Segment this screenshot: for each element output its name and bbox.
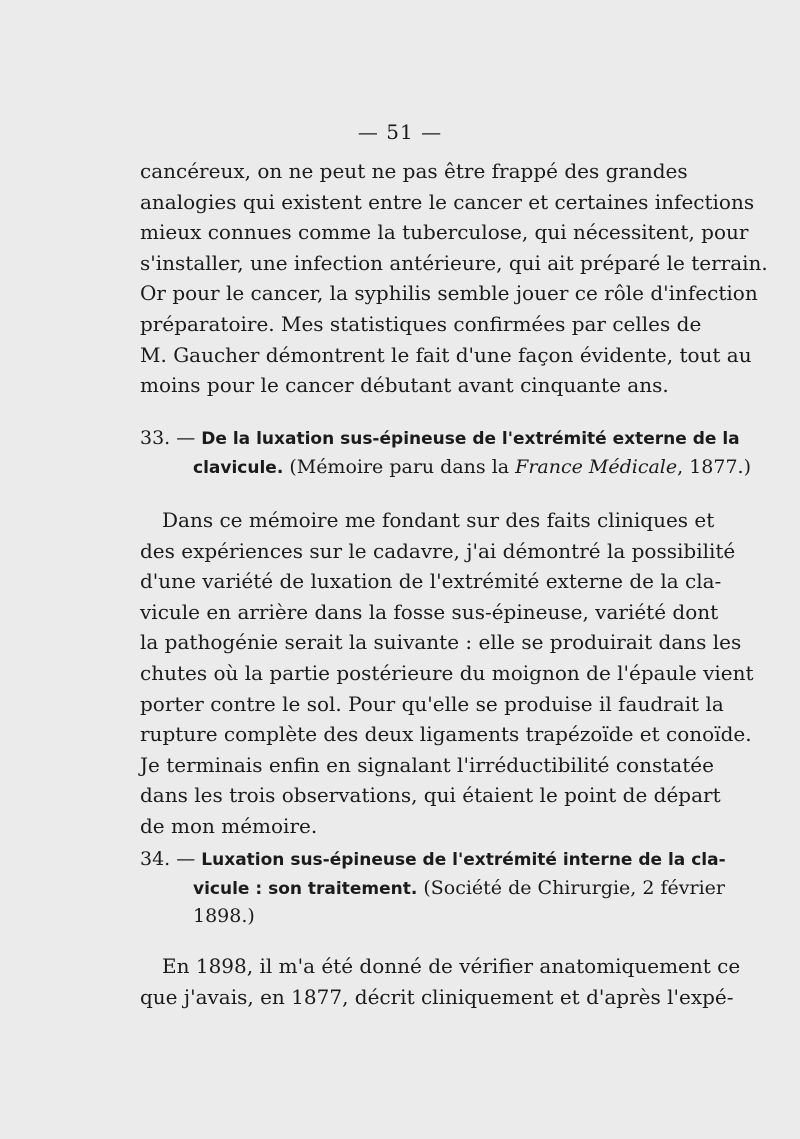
journal-name: France Médicale <box>515 455 678 478</box>
text-line: de mon mémoire. <box>140 813 318 838</box>
entry-heading-line <box>140 454 752 483</box>
entry-source <box>283 456 751 478</box>
entry-33 <box>140 425 752 482</box>
page-number: — 51 — <box>357 120 443 144</box>
text-line: rupture complète des deux ligaments trapézoïde et conoïde. <box>140 722 752 747</box>
text-line: vicule en arrière dans la fosse sus-épineuse, variété dont <box>140 599 719 624</box>
text-line: cancéreux, on ne peut ne pas être frappé des grandes <box>140 159 688 183</box>
text-line: la pathogénie serait la suivante : elle se produirait dans les <box>140 630 742 655</box>
text-line: M. Gaucher démontrent le fait d'une façon évidente, tout au <box>140 342 752 367</box>
paragraph-1898 <box>140 951 741 1012</box>
entry-title: Luxation sus-épineuse de l'extrémité interne de la cla- <box>201 850 726 870</box>
text-line: porter contre le sol. Pour qu'elle se produise il faudrait la <box>140 691 724 716</box>
text-line: moins pour le cancer débutant avant cinquante ans. <box>140 373 669 398</box>
text-line: que j'avais, en 1877, décrit cliniquement et d'après l'expé- <box>140 984 734 1009</box>
entry-34 <box>140 846 726 931</box>
entry-number: 34. — <box>140 848 202 870</box>
text-line: Je terminais enfin en signalant l'irréductibilité constatée <box>140 752 714 777</box>
text-line: Or pour le cancer, la syphilis semble jouer ce rôle d'infection <box>140 281 758 306</box>
text-line: Dans ce mémoire me fondant sur des faits cliniques et <box>162 508 715 532</box>
entry-title-cont: vicule : son traitement. <box>193 878 418 899</box>
entry-number: 33. — <box>140 427 202 449</box>
text-line: s'installer, une infection antérieure, qui ait préparé le terrain. <box>140 250 768 275</box>
entry-source-line: 1898.) <box>193 905 255 927</box>
text-line: dans les trois observations, qui étaient le point de départ <box>140 783 721 808</box>
entry-heading-line <box>140 425 740 454</box>
entry-heading-line <box>140 846 726 875</box>
text-line: des expériences sur le cadavre, j'ai démontré la possibilité <box>140 538 736 563</box>
source-text: (Mémoire paru dans la <box>283 455 516 478</box>
text-line: mieux connues comme la tuberculose, qui nécessitent, pour <box>140 220 749 245</box>
paragraph-memoire <box>140 505 754 842</box>
entry-source: (Société de Chirurgie, 2 février <box>417 876 725 899</box>
text-line: d'une variété de luxation de l'extrémité externe de la cla- <box>140 569 722 594</box>
text-line: préparatoire. Mes statistiques confirmées par celles de <box>140 311 702 336</box>
source-text: , 1877.) <box>677 455 752 478</box>
entry-title-cont: clavicule. <box>193 457 284 478</box>
entry-heading-line <box>140 875 725 904</box>
text-line: analogies qui existent entre le cancer et certaines infections <box>140 189 755 214</box>
paragraph-cancer <box>140 156 768 401</box>
text-line: En 1898, il m'a été donné de vérifier anatomiquement ce <box>162 954 741 978</box>
entry-title: De la luxation sus-épineuse de l'extrémité externe de la <box>201 429 740 449</box>
text-line: chutes où la partie postérieure du moignon de l'épaule vient <box>140 660 754 685</box>
